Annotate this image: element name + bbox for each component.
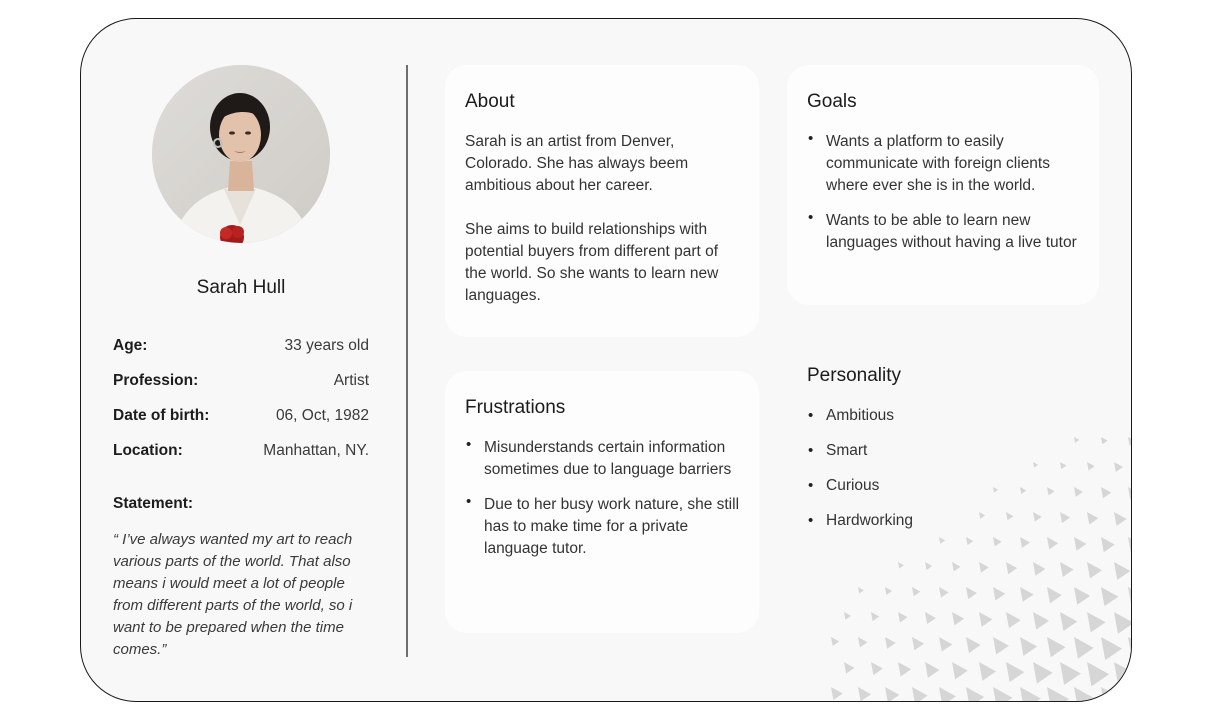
- detail-value: Artist: [333, 372, 369, 389]
- frustrations-list: [465, 437, 739, 560]
- personality-item: • Ambitious: [807, 405, 1017, 427]
- personality-panel: [787, 339, 1037, 559]
- pattern-triangle: [1047, 637, 1065, 657]
- persona-card: [80, 18, 1132, 702]
- pattern-triangle: [979, 612, 992, 627]
- pattern-triangle: [1114, 462, 1123, 472]
- pattern-triangle: [912, 587, 920, 596]
- pattern-triangle: [925, 612, 936, 624]
- detail-row: [113, 372, 369, 407]
- pattern-triangle: [871, 662, 883, 675]
- detail-label: Profession:: [113, 372, 199, 389]
- pattern-triangle: [1101, 687, 1126, 701]
- detail-label: Age:: [113, 337, 148, 354]
- pattern-triangle: [1128, 587, 1131, 608]
- pattern-triangle: [1074, 587, 1090, 605]
- pattern-triangle: [1060, 512, 1070, 523]
- pattern-triangle: [979, 562, 989, 573]
- frustration-item: • Due to her busy work nature, she still has to make time for a private language tutor.: [465, 494, 739, 560]
- pattern-triangle: [1006, 562, 1017, 574]
- pattern-triangle: [939, 587, 949, 598]
- pattern-triangle: [1033, 662, 1053, 684]
- pattern-triangle: [1074, 487, 1083, 497]
- statement-text: “ I’ve always wanted my art to reach various parts of the world. That also means i would meet a lot of people from different parts of the world, so i want to be prepared when the time comes.”: [113, 531, 353, 658]
- personality-item: • Hardworking: [807, 510, 1017, 532]
- pattern-triangle: [1087, 562, 1102, 578]
- profile-photo: [152, 65, 330, 243]
- pattern-triangle: [1128, 487, 1131, 500]
- pattern-triangle: [925, 562, 932, 570]
- pattern-triangle: [939, 687, 956, 701]
- pattern-triangle: [1047, 687, 1069, 701]
- pattern-triangle: [979, 662, 996, 681]
- personality-list: [807, 405, 1017, 532]
- pattern-triangle: [993, 637, 1009, 654]
- pattern-triangle: [898, 612, 908, 623]
- pattern-triangle: [898, 562, 904, 569]
- about-panel: [445, 65, 759, 337]
- pattern-triangle: [1020, 687, 1041, 701]
- pattern-triangle: [1020, 587, 1034, 602]
- goal-item: • Wants to be able to learn new languages without having a live tutor: [807, 210, 1079, 254]
- persona-name: Sarah Hull: [196, 277, 286, 298]
- goals-panel: [787, 65, 1099, 305]
- detail-row: [113, 442, 369, 477]
- goal-item: • Wants a platform to easily communicate with foreign clients where ever she is in the world.: [807, 131, 1079, 197]
- pattern-triangle: [1087, 512, 1098, 524]
- pattern-triangle: [925, 662, 939, 678]
- pattern-triangle: [1006, 662, 1024, 682]
- statement-label: Statement:: [113, 495, 194, 512]
- frustrations-panel: [445, 371, 759, 633]
- pattern-triangle: [993, 687, 1013, 701]
- pattern-triangle: [1033, 562, 1045, 576]
- pattern-triangle: [871, 612, 879, 621]
- pattern-triangle: [1074, 537, 1087, 551]
- pattern-triangle: [912, 687, 928, 701]
- pattern-triangle: [993, 587, 1005, 601]
- pattern-triangle: [1114, 512, 1127, 526]
- pattern-triangle: [952, 612, 964, 625]
- goals-list: [807, 131, 1079, 254]
- pattern-triangle: [1101, 537, 1115, 552]
- pattern-triangle: [912, 637, 924, 650]
- personality-item: • Curious: [807, 475, 1017, 497]
- pattern-triangle: [858, 637, 867, 647]
- pattern-triangle: [898, 662, 911, 676]
- personality-item: • Smart: [807, 440, 1017, 462]
- pattern-triangle: [1060, 462, 1066, 469]
- about-paragraph: Sarah is an artist from Denver, Colorado. She has always beem ambitious about her career.: [465, 133, 689, 194]
- pattern-triangle: [1128, 537, 1131, 554]
- pattern-triangle: [1087, 662, 1109, 686]
- detail-label: Location:: [113, 442, 183, 459]
- detail-value: 33 years old: [284, 337, 369, 354]
- pattern-triangle: [1047, 587, 1062, 603]
- detail-value: 06, Oct, 1982: [275, 407, 369, 424]
- pattern-triangle: [952, 662, 968, 679]
- pattern-triangle: [1101, 437, 1108, 444]
- pattern-triangle: [966, 687, 984, 701]
- pattern-triangle: [966, 637, 981, 653]
- pattern-triangle: [1060, 562, 1074, 577]
- detail-row: [113, 337, 369, 372]
- pattern-triangle: [885, 687, 899, 701]
- pattern-triangle: [1074, 437, 1079, 443]
- pattern-triangle: [885, 587, 892, 595]
- column-divider: [406, 65, 408, 657]
- pattern-triangle: [1020, 637, 1037, 656]
- about-paragraph: She aims to build relationships with potential buyers from different part of the world. So she wants to learn new languages.: [465, 221, 719, 304]
- detail-row: [113, 407, 369, 442]
- pattern-triangle: [952, 562, 961, 571]
- pattern-triangle: [1047, 537, 1058, 549]
- pattern-triangle: [1114, 562, 1130, 580]
- detail-value: Manhattan, NY.: [263, 442, 369, 459]
- pattern-triangle: [844, 612, 851, 620]
- pattern-triangle: [1114, 662, 1131, 688]
- detail-label: Date of birth:: [113, 407, 210, 424]
- pattern-triangle: [939, 637, 952, 652]
- pattern-triangle: [966, 587, 977, 599]
- pattern-triangle: [1074, 687, 1097, 701]
- pattern-triangle: [831, 637, 839, 646]
- pattern-triangle: [831, 687, 843, 700]
- pattern-triangle: [844, 662, 855, 674]
- pattern-triangle: [1060, 662, 1081, 685]
- pattern-triangle: [1087, 612, 1106, 632]
- pattern-triangle: [858, 587, 864, 593]
- goals-title: Goals: [807, 91, 857, 112]
- frustration-item: • Misunderstands certain information sometimes due to language barriers: [465, 437, 739, 481]
- pattern-triangle: [1128, 687, 1131, 701]
- pattern-triangle: [1101, 587, 1118, 606]
- pattern-triangle: [1006, 612, 1021, 628]
- pattern-triangle: [1074, 637, 1094, 659]
- pattern-triangle: [1101, 637, 1122, 660]
- about-title: About: [465, 91, 515, 112]
- persona-details: [113, 337, 369, 477]
- pattern-triangle: [1128, 637, 1131, 662]
- frustrations-title: Frustrations: [465, 397, 566, 418]
- pattern-triangle: [1101, 487, 1111, 498]
- avatar-portrait-illustration: [152, 65, 330, 243]
- pattern-triangle: [885, 637, 896, 649]
- pattern-triangle: [1114, 612, 1131, 634]
- pattern-triangle: [858, 687, 871, 701]
- personality-title: Personality: [807, 365, 901, 386]
- pattern-triangle: [1060, 612, 1077, 631]
- pattern-triangle: [1047, 487, 1055, 495]
- pattern-triangle: [1033, 612, 1049, 630]
- pattern-triangle: [1087, 462, 1095, 471]
- pattern-triangle: [1128, 437, 1131, 446]
